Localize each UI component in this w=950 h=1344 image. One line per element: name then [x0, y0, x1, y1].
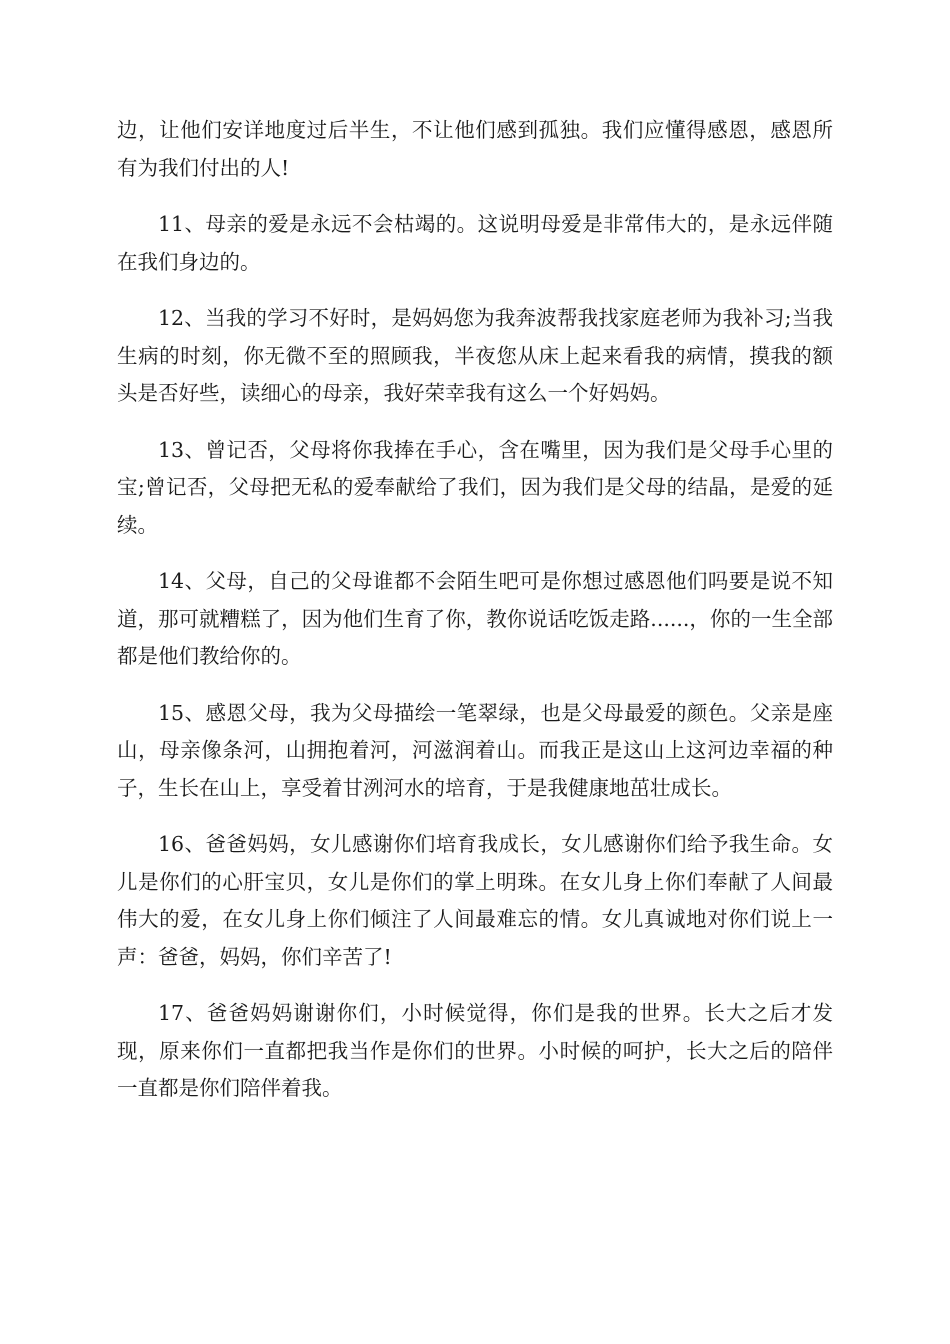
paragraph-16: 16、爸爸妈妈，女儿感谢你们培育我成长，女儿感谢你们给予我生命。女儿是你们的心肝宝贝，女儿是你们的掌上明珠。在女儿身上你们奉献了人间最伟大的爱，在女儿身上你们倾注了人间最难忘的情。女儿真诚地对你们说上一声：爸爸，妈妈，你们辛苦了! — [117, 832, 833, 969]
paragraph-17: 17、爸爸妈妈谢谢你们，小时候觉得，你们是我的世界。长大之后才发现，原来你们一直都把我当作是你们的世界。小时候的呵护，长大之后的陪伴一直都是你们陪伴着我。 — [117, 1001, 833, 1100]
paragraph-13: 13、曾记否，父母将你我捧在手心，含在嘴里，因为我们是父母手心里的宝;曾记否，父母把无私的爱奉献给了我们，因为我们是父母的结晶，是爱的延续。 — [117, 437, 833, 537]
paragraph-14: 14、父母，自己的父母谁都不会陌生吧可是你想过感恩他们吗要是说不知道，那可就糟糕了，因为他们生育了你，教你说话吃饭走路......，你的一生全部都是他们教给你的。 — [117, 569, 833, 668]
paragraph-continuation: 边，让他们安详地度过后半生，不让他们感到孤独。我们应懂得感恩，感恩所有为我们付出的人! — [117, 118, 833, 180]
paragraph-12: 12、当我的学习不好时，是妈妈您为我奔波帮我找家庭老师为我补习;当我生病的时刻，你无微不至的照顾我，半夜您从床上起来看我的病情，摸我的额头是否好些，读细心的母亲，我好荣幸我有这么一个好妈妈。 — [117, 306, 833, 405]
document-body — [117, 112, 833, 1127]
paragraph-11: 11、母亲的爱是永远不会枯竭的。这说明母爱是非常伟大的，是永远伴随在我们身边的。 — [117, 212, 833, 274]
paragraph-15: 15、感恩父母，我为父母描绘一笔翠绿，也是父母最爱的颜色。父亲是座山，母亲像条河，山拥抱着河，河滋润着山。而我正是这山上这河边幸福的种子，生长在山上，享受着甘洌河水的培育，于是我健康地茁壮成长。 — [117, 700, 833, 800]
